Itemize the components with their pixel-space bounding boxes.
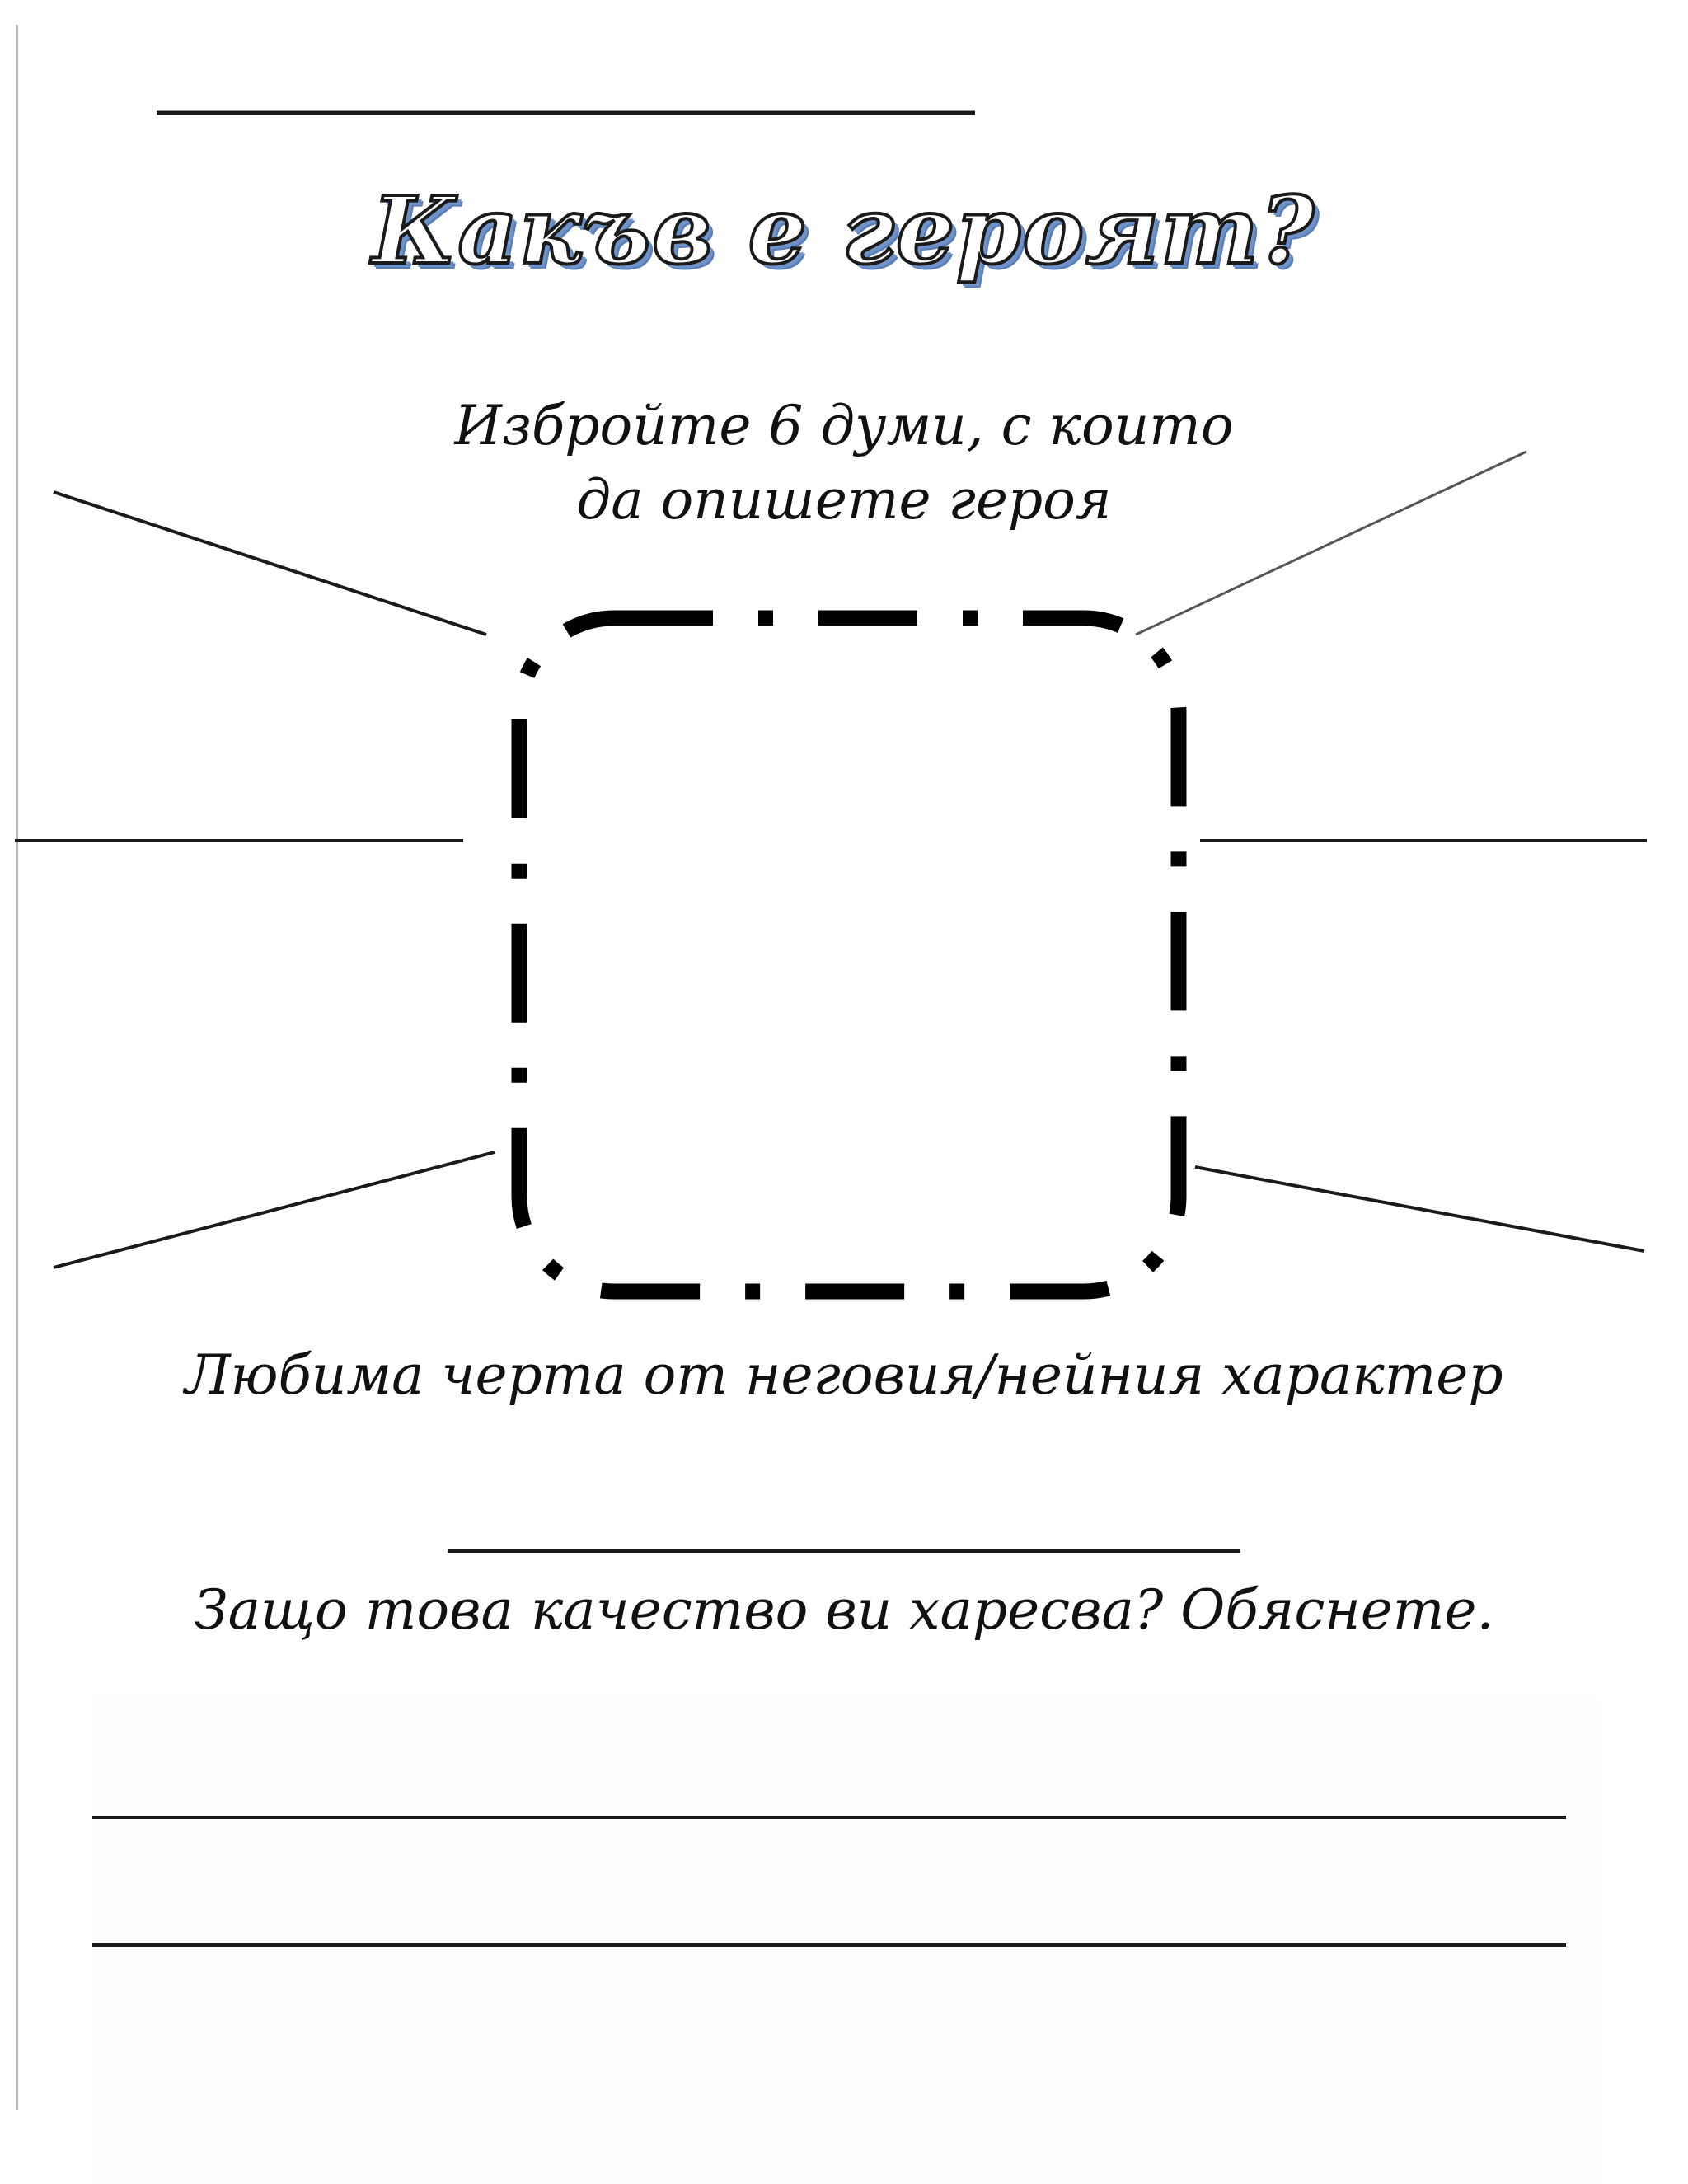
why-question: Защо това качество ви харесва? Обяснете. (194, 1578, 1494, 1642)
word-line-bottom-right[interactable] (1195, 1167, 1644, 1251)
instruction-text-line-1: Избройте 6 думи, с които (454, 394, 1234, 457)
hero-picture-frame[interactable] (519, 618, 1179, 1291)
word-line-bottom-left[interactable] (54, 1152, 495, 1268)
worksheet-title: Какъв е героят? (372, 177, 1316, 285)
favorite-trait-label: Любима черта от неговия/нейния характер (185, 1343, 1503, 1407)
instruction-text-line-2: да опишете героя (576, 468, 1112, 532)
